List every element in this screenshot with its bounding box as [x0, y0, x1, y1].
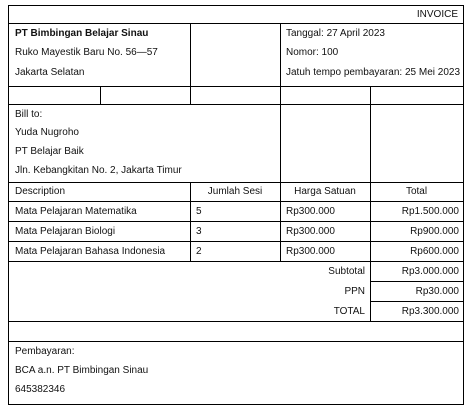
- rule-below-header: [8, 86, 464, 87]
- border-top: [8, 5, 464, 6]
- row-1-total: Rp1.500.000: [401, 206, 459, 217]
- subtotal-value: Rp3.000.000: [401, 266, 459, 277]
- payment-heading: Pembayaran:: [15, 346, 75, 357]
- ppn-label: PPN: [344, 286, 365, 297]
- rule-below-total: [8, 321, 464, 322]
- row-1-sessions: 5: [196, 206, 202, 217]
- subtotal-label: Subtotal: [328, 266, 365, 277]
- payment-bank: BCA a.n. PT Bimbingan Sinau: [15, 365, 149, 376]
- row-3-sessions: 2: [196, 246, 202, 257]
- rule-below-subtotal: [370, 281, 464, 282]
- col-rule-370-summary: [370, 261, 371, 322]
- row-2-description: Mata Pelajaran Biologi: [15, 226, 116, 237]
- col-rule-280: [280, 23, 281, 262]
- column-header-total: Total: [405, 186, 428, 197]
- col-rule-370-top: [370, 86, 371, 262]
- total-value: Rp3.300.000: [401, 306, 459, 317]
- ppn-value: Rp30.000: [415, 286, 459, 297]
- border-bottom: [8, 404, 464, 405]
- rule-below-spacer: [8, 104, 464, 105]
- column-header-unit-price: Harga Satuan: [294, 186, 356, 197]
- row-3-unit-price: Rp300.000: [286, 246, 335, 257]
- column-header-description: Description: [15, 186, 66, 197]
- invoice-number: Nomor: 100: [286, 47, 339, 58]
- rule-below-ppn: [370, 301, 464, 302]
- row-2-unit-price: Rp300.000: [286, 226, 335, 237]
- bill-to-address: Jln. Kebangkitan No. 2, Jakarta Timur: [15, 165, 182, 176]
- row-2-sessions: 3: [196, 226, 202, 237]
- col-rule-100: [100, 86, 101, 105]
- payment-account-number: 645382346: [15, 384, 66, 395]
- company-name: PT Bimbingan Belajar Sinau: [15, 28, 149, 39]
- total-label: TOTAL: [333, 306, 365, 317]
- row-3-description: Mata Pelajaran Bahasa Indonesia: [15, 246, 166, 257]
- border-right: [463, 5, 464, 405]
- rule-above-payment: [8, 341, 464, 342]
- col-rule-190-top: [190, 23, 191, 105]
- company-address-line-2: Jakarta Selatan: [15, 67, 85, 78]
- bill-to-name: Yuda Nugroho: [15, 127, 79, 138]
- rule-below-billto: [8, 182, 464, 183]
- invoice-due-date: Jatuh tempo pembayaran: 25 Mei 2023: [286, 67, 460, 78]
- invoice-label: INVOICE: [416, 9, 458, 20]
- rule-below-row-2: [8, 241, 464, 242]
- row-2-total: Rp900.000: [410, 226, 459, 237]
- company-address-line-1: Ruko Mayestik Baru No. 56—57: [15, 47, 158, 58]
- bill-to-heading: Bill to:: [15, 109, 43, 120]
- row-3-total: Rp600.000: [410, 246, 459, 257]
- rule-below-invoice: [8, 23, 464, 24]
- column-header-sessions: Jumlah Sesi: [207, 186, 263, 197]
- row-1-description: Mata Pelajaran Matematika: [15, 206, 137, 217]
- rule-below-row-3: [8, 261, 464, 262]
- row-1-unit-price: Rp300.000: [286, 206, 335, 217]
- invoice-date: Tanggal: 27 April 2023: [286, 28, 385, 39]
- border-left: [8, 5, 9, 405]
- rule-below-col-headers: [8, 201, 464, 202]
- bill-to-company: PT Belajar Baik: [15, 146, 84, 157]
- rule-below-row-1: [8, 221, 464, 222]
